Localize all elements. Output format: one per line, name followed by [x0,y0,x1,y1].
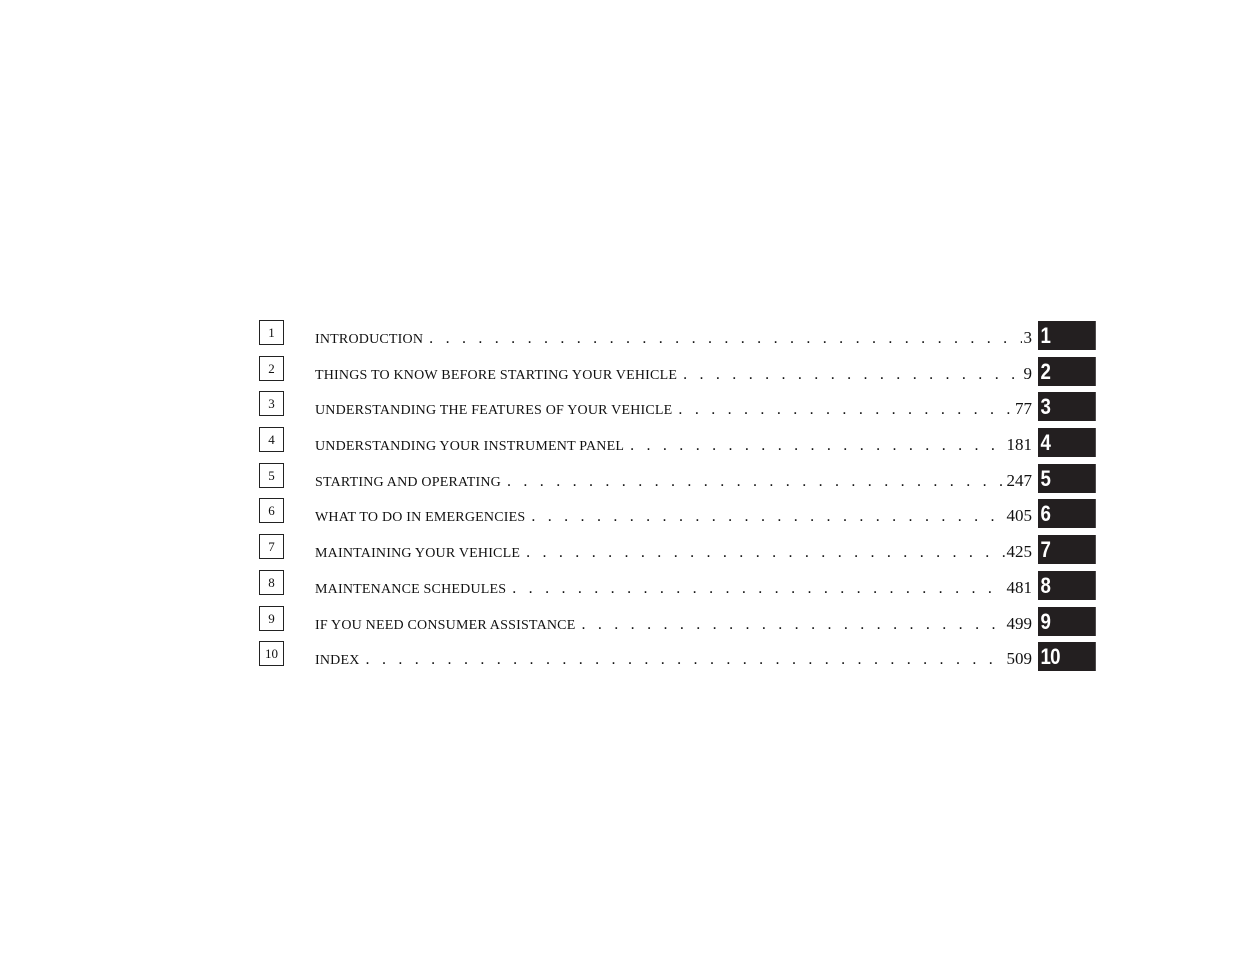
toc-entry[interactable] [315,504,1032,526]
toc-entry[interactable] [315,612,1032,634]
toc-entry[interactable] [315,362,1032,384]
section-number-box: 9 [259,606,284,631]
page-number: 181 [1006,435,1032,455]
section-number-box: 8 [259,570,284,595]
section-number-box: 6 [259,498,284,523]
toc-entry[interactable] [315,397,1032,419]
toc-entry[interactable] [315,469,1032,491]
section-tab-label: 3 [1040,394,1051,420]
toc-row-9[interactable] [259,606,1106,634]
section-tab-label: 2 [1040,358,1051,384]
toc-row-10[interactable] [259,641,1106,669]
dot-leader [512,580,1004,598]
section-tab-label: 1 [1040,323,1051,348]
section-title: MAINTENANCE SCHEDULES [315,581,507,597]
section-tab[interactable] [1038,535,1096,564]
toc-row-6[interactable] [259,498,1106,526]
section-tab-label: 9 [1040,608,1051,634]
section-title: MAINTAINING YOUR VEHICLE [315,546,521,562]
section-number-box: 4 [259,427,284,452]
dot-leader [581,616,1004,634]
section-number-box: 7 [259,534,284,559]
dot-leader [526,544,1004,562]
section-tab[interactable] [1038,642,1096,671]
dot-leader [366,651,1005,669]
section-tab-label: 10 [1040,644,1060,670]
section-tab-label: 5 [1040,465,1051,491]
section-tab[interactable] [1038,499,1096,528]
toc-row-1[interactable] [259,320,1106,348]
section-tab-label: 4 [1040,430,1051,456]
section-number-box: 5 [259,463,284,488]
toc-entry[interactable] [315,576,1032,598]
section-title: WHAT TO DO IN EMERGENCIES [315,510,526,526]
section-number-box: 1 [259,320,284,345]
section-title: INDEX [315,653,360,669]
table-of-contents [259,320,1106,677]
section-tab[interactable] [1038,392,1096,421]
section-number-box: 2 [259,356,284,381]
toc-entry[interactable] [315,540,1032,562]
page-number: 481 [1006,577,1032,597]
toc-entry[interactable] [315,326,1032,348]
dot-leader [429,330,1021,348]
section-tab[interactable] [1038,357,1096,386]
toc-row-3[interactable] [259,391,1106,419]
section-tab-label: 7 [1040,537,1051,563]
page-number: 9 [1023,363,1032,383]
dot-leader [630,437,1004,455]
page-number: 499 [1006,613,1032,633]
section-title: INTRODUCTION [315,332,424,347]
section-title: STARTING AND OPERATING [315,474,501,490]
page-number: 509 [1006,649,1032,669]
section-number-box: 10 [259,641,284,666]
page-number: 425 [1006,542,1032,562]
section-tab[interactable] [1038,428,1096,457]
section-tab[interactable] [1038,571,1096,600]
section-tab-label: 6 [1040,501,1051,527]
dot-leader [678,401,1013,419]
section-title: THINGS TO KNOW BEFORE STARTING YOUR VEHICLE [315,367,678,383]
dot-leader [531,508,1004,526]
section-title: IF YOU NEED CONSUMER ASSISTANCE [315,617,576,633]
dot-leader [683,366,1021,384]
toc-entry[interactable] [315,647,1032,669]
page-number: 77 [1015,399,1032,419]
section-tab[interactable] [1038,464,1096,493]
toc-row-8[interactable] [259,570,1106,598]
page-number: 247 [1006,470,1032,490]
page-number: 3 [1023,328,1032,347]
section-tab[interactable] [1038,321,1096,350]
page-number: 405 [1006,506,1032,526]
toc-row-4[interactable] [259,427,1106,455]
section-title: UNDERSTANDING THE FEATURES OF YOUR VEHICLE [315,403,673,419]
toc-row-2[interactable] [259,356,1106,384]
toc-row-5[interactable] [259,463,1106,491]
toc-entry[interactable] [315,433,1032,455]
section-tab-label: 8 [1040,572,1051,598]
dot-leader [507,473,1005,491]
section-title: UNDERSTANDING YOUR INSTRUMENT PANEL [315,439,625,455]
toc-row-7[interactable] [259,534,1106,562]
section-number-box: 3 [259,391,284,416]
section-tab[interactable] [1038,607,1096,636]
